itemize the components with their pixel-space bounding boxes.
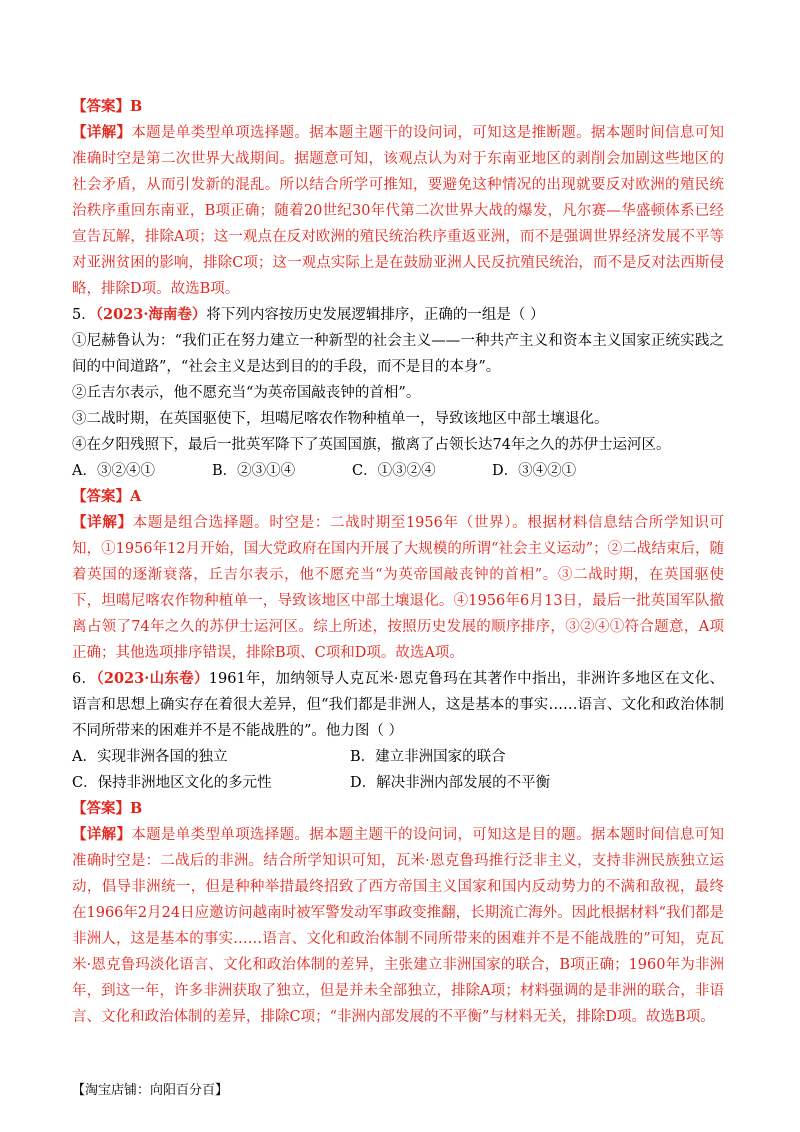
q4-explain-text: 本题是单类型单项选择题。据本题主题干的设问词，可知这是推断题。据本题时间信息可知准确时空是第二次世界大战期间。据题意可知，该观点认为对于东南亚地区的剥削会加剧这些地区的社会矛盾，从而引发新的混乱。所以结合所学可推知，要避免这种情况的出现就要反对欧洲的殖民统治秩序重回东南亚，B项正确；随着20世纪30年代第二次世界大战的爆发，凡尔赛—华盛顿体系已经宣告瓦解，排除A项；这一观点在反对欧洲的殖民统治秩序重返亚洲，而不是强调世界经济发展不平等对亚洲贫困的影响，排除C项；这一观点实际上是在鼓励亚洲人民反抗殖民统治，而不是反对法西斯侵略，排除D项。故选B项。 [72,125,725,297]
page-content [72,94,724,1030]
q5-item-4: ④在夕阳残照下，最后一批英军降下了英国国旗，撤离了占领长达74年之久的苏伊士运河区。 [72,437,671,453]
q6-stem-text: 1961年，加纳领导人克瓦米·恩克鲁玛在其著作中指出，非洲许多地区在文化、语言和思想上确实存在着很大差异，但“我们都是非洲人，这是基本的事实……语言、文化和政治体制不同所带来的困难并不是不能战胜的”。他力图（ ） [72,671,725,739]
q6-options-row-2 [72,770,724,796]
q6-option-b: B．建立非洲国家的联合 [350,749,506,765]
q6-explanation [72,822,724,1030]
q5-explain-text: 本题是组合选择题。时空是：二战时期至1956年（世界）。根据材料信息结合所学知识可知，①1956年12月开始，国大党政府在国内开展了大规模的所谓“社会主义运动”；②二战结束后，随着英国的逐渐衰落，丘吉尔表示，他不愿充当“为英帝国敲丧钟的首相”。③二战时期，在英国驱使下，坦噶尼喀农作物种植单一，导致该地区中部土壤退化。④1956年6月13日，最后一批英国军队撤离占领了74年之久的苏伊士运河区。综上所述，按照历史发展的顺序排序，③②④①符合题意，A项正确；其他选项排序错误，排除B项、C项和D项。故选A项。 [72,515,724,661]
q4-explanation [72,120,724,302]
q5-stem-text: 将下列内容按历史发展逻辑排序，正确的一组是（ ） [206,307,545,323]
q4-answer: 【答案】B [72,98,143,115]
q6-explain-label: 【详解】 [72,826,132,843]
q5-option-c: C．①③②④ [352,463,436,479]
q5-answer: 【答案】A [72,488,142,505]
q5-explain-label: 【详解】 [72,514,133,531]
q4-explain-label: 【详解】 [72,124,132,141]
q5-option-d: D．③④②① [492,463,577,479]
q5-options [72,458,724,484]
q6-option-d: D．解决非洲内部发展的不平衡 [350,775,551,791]
q5-item-1: ①尼赫鲁认为：“我们正在努力建立一种新型的社会主义——一种共产主义和资本主义国家正统实践之间的中间道路”，“社会主义是达到目的的手段，而不是目的本身”。 [72,333,724,375]
q6-option-c: C．保持非洲地区文化的多元性 [72,775,272,791]
q6-option-a: A．实现非洲各国的独立 [72,749,228,765]
q5-stem [72,302,724,328]
q5-number: 5． [72,307,96,323]
page-footer: 【淘宝店铺：向阳百分百】 [72,1083,229,1098]
q6-number: 6． [72,671,97,687]
q6-options-row-1 [72,744,724,770]
q6-answer: 【答案】B [72,800,143,817]
q6-source: （2023·山东卷） [96,670,209,687]
q5-explanation [72,510,724,666]
q5-option-a: A．③②④① [72,463,155,479]
q5-source: （2023·海南卷） [95,306,207,323]
q6-explain-text: 本题是单类型单项选择题。据本题主题干的设问词，可知这是目的题。据本题时间信息可知准确时空是：二战后的非洲。结合所学知识可知，瓦米·恩克鲁玛推行泛非主义，支持非洲民族独立运动，倡导非洲统一，但是种种举措最终招致了西方帝国主义国家和国内反动势力的不满和敌视，最终在1966年2月24日应邀访问越南时被军警发动军事政变推翻，长期流亡海外。因此根据材料“我们都是非洲人，这是基本的事实……语言、文化和政治体制不同所带来的困难并不是不能战胜的”可知，克瓦米·恩克鲁玛淡化语言、文化和政治体制的差异，主张建立非洲国家的联合，B项正确；1960年为非洲年，到这一年，许多非洲获取了独立，但是并未全部独立，排除A项；材料强调的是非洲的联合，非语言、文化和政治体制的差异，排除C项；“非洲内部发展的不平衡”与材料无关，排除D项。故选B项。 [72,827,725,1025]
q5-item-3: ③二战时期，在英国驱使下，坦噶尼喀农作物种植单一，导致该地区中部土壤退化。 [72,411,609,427]
q5-option-b: B．②③①④ [212,463,296,479]
q6-stem [72,666,724,744]
q5-item-2: ②丘吉尔表示，他不愿充当“为英帝国敲丧钟的首相”。 [72,385,421,401]
